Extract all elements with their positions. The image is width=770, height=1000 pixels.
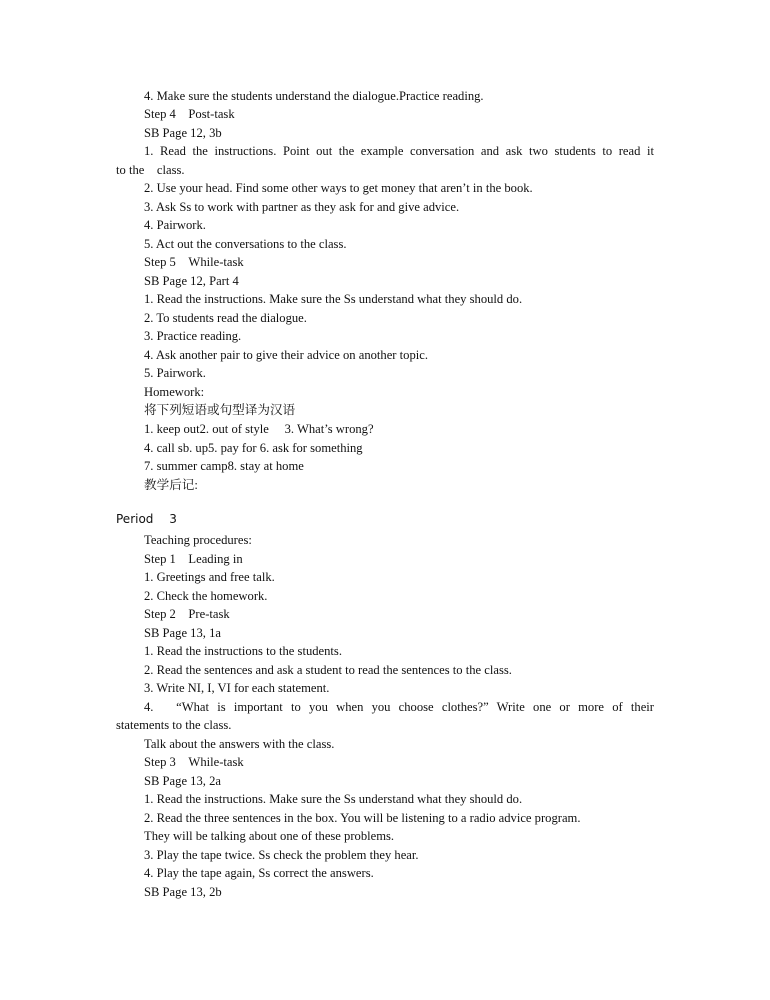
page-reference: SB Page 13, 1a: [144, 626, 221, 640]
text-line: 2. Check the homework.: [144, 589, 268, 603]
text-line: 2. To students read the dialogue.: [144, 311, 307, 325]
step-heading: Step 4 Post-task: [144, 107, 235, 121]
text-line: 1. Greetings and free talk.: [144, 570, 275, 584]
text-line: 4. Pairwork.: [144, 218, 206, 232]
text-line: 3. Play the tape twice. Ss check the problem they hear.: [144, 848, 419, 862]
text-line: 1. keep out2. out of style 3. What’s wrong?: [144, 422, 374, 436]
text-line-continuation: to the class.: [116, 163, 185, 177]
text-line: 7. summer camp8. stay at home: [144, 459, 304, 473]
text-line: 4. Ask another pair to give their advice on another topic.: [144, 348, 428, 362]
step-heading: Step 5 While-task: [144, 255, 244, 269]
text-line: 4. “What is important to you when you choose clothes?” Write one or more of their: [144, 700, 654, 714]
text-line: 5. Pairwork.: [144, 366, 206, 380]
teaching-notes-label: 教学后记:: [144, 478, 198, 492]
step-heading: Step 1 Leading in: [144, 552, 243, 566]
text-line: They will be talking about one of these problems.: [144, 829, 395, 843]
text-line: 1. Read the instructions. Point out the example conversation and ask two students to read it: [144, 144, 654, 158]
page-reference: SB Page 13, 2b: [144, 885, 222, 899]
step-heading: Step 2 Pre-task: [144, 607, 230, 621]
text-line: 1. Read the instructions. Make sure the Ss understand what they should do.: [144, 792, 523, 806]
text-line: 3. Practice reading.: [144, 329, 242, 343]
homework-label: Homework:: [144, 385, 205, 399]
step-heading: Step 3 While-task: [144, 755, 244, 769]
text-line: Teaching procedures:: [144, 533, 252, 547]
page-reference: SB Page 12, 3b: [144, 126, 222, 140]
text-line: 2. Read the three sentences in the box. You will be listening to a radio advice program.: [144, 811, 581, 825]
text-line: 3. Ask Ss to work with partner as they ask for and give advice.: [144, 200, 460, 214]
text-line: Talk about the answers with the class.: [144, 737, 335, 751]
text-line: 4. Play the tape again, Ss correct the answers.: [144, 866, 374, 880]
period-heading: Period 3: [116, 512, 177, 526]
text-line-continuation: statements to the class.: [116, 718, 232, 732]
text-line: 2. Read the sentences and ask a student to read the sentences to the class.: [144, 663, 512, 677]
text-line: 4. call sb. up5. pay for 6. ask for something: [144, 441, 363, 455]
text-line: 4. Make sure the students understand the dialogue.Practice reading.: [144, 89, 484, 103]
page-reference: SB Page 13, 2a: [144, 774, 221, 788]
text-line: 3. Write NI, I, VI for each statement.: [144, 681, 330, 695]
text-line: 1. Read the instructions to the students.: [144, 644, 342, 658]
text-line: 2. Use your head. Find some other ways to get money that aren’t in the book.: [144, 181, 533, 195]
text-line: 5. Act out the conversations to the class.: [144, 237, 347, 251]
text-line: 1. Read the instructions. Make sure the Ss understand what they should do.: [144, 292, 523, 306]
page-reference: SB Page 12, Part 4: [144, 274, 239, 288]
text-line: 将下列短语或句型译为汉语: [144, 403, 296, 417]
